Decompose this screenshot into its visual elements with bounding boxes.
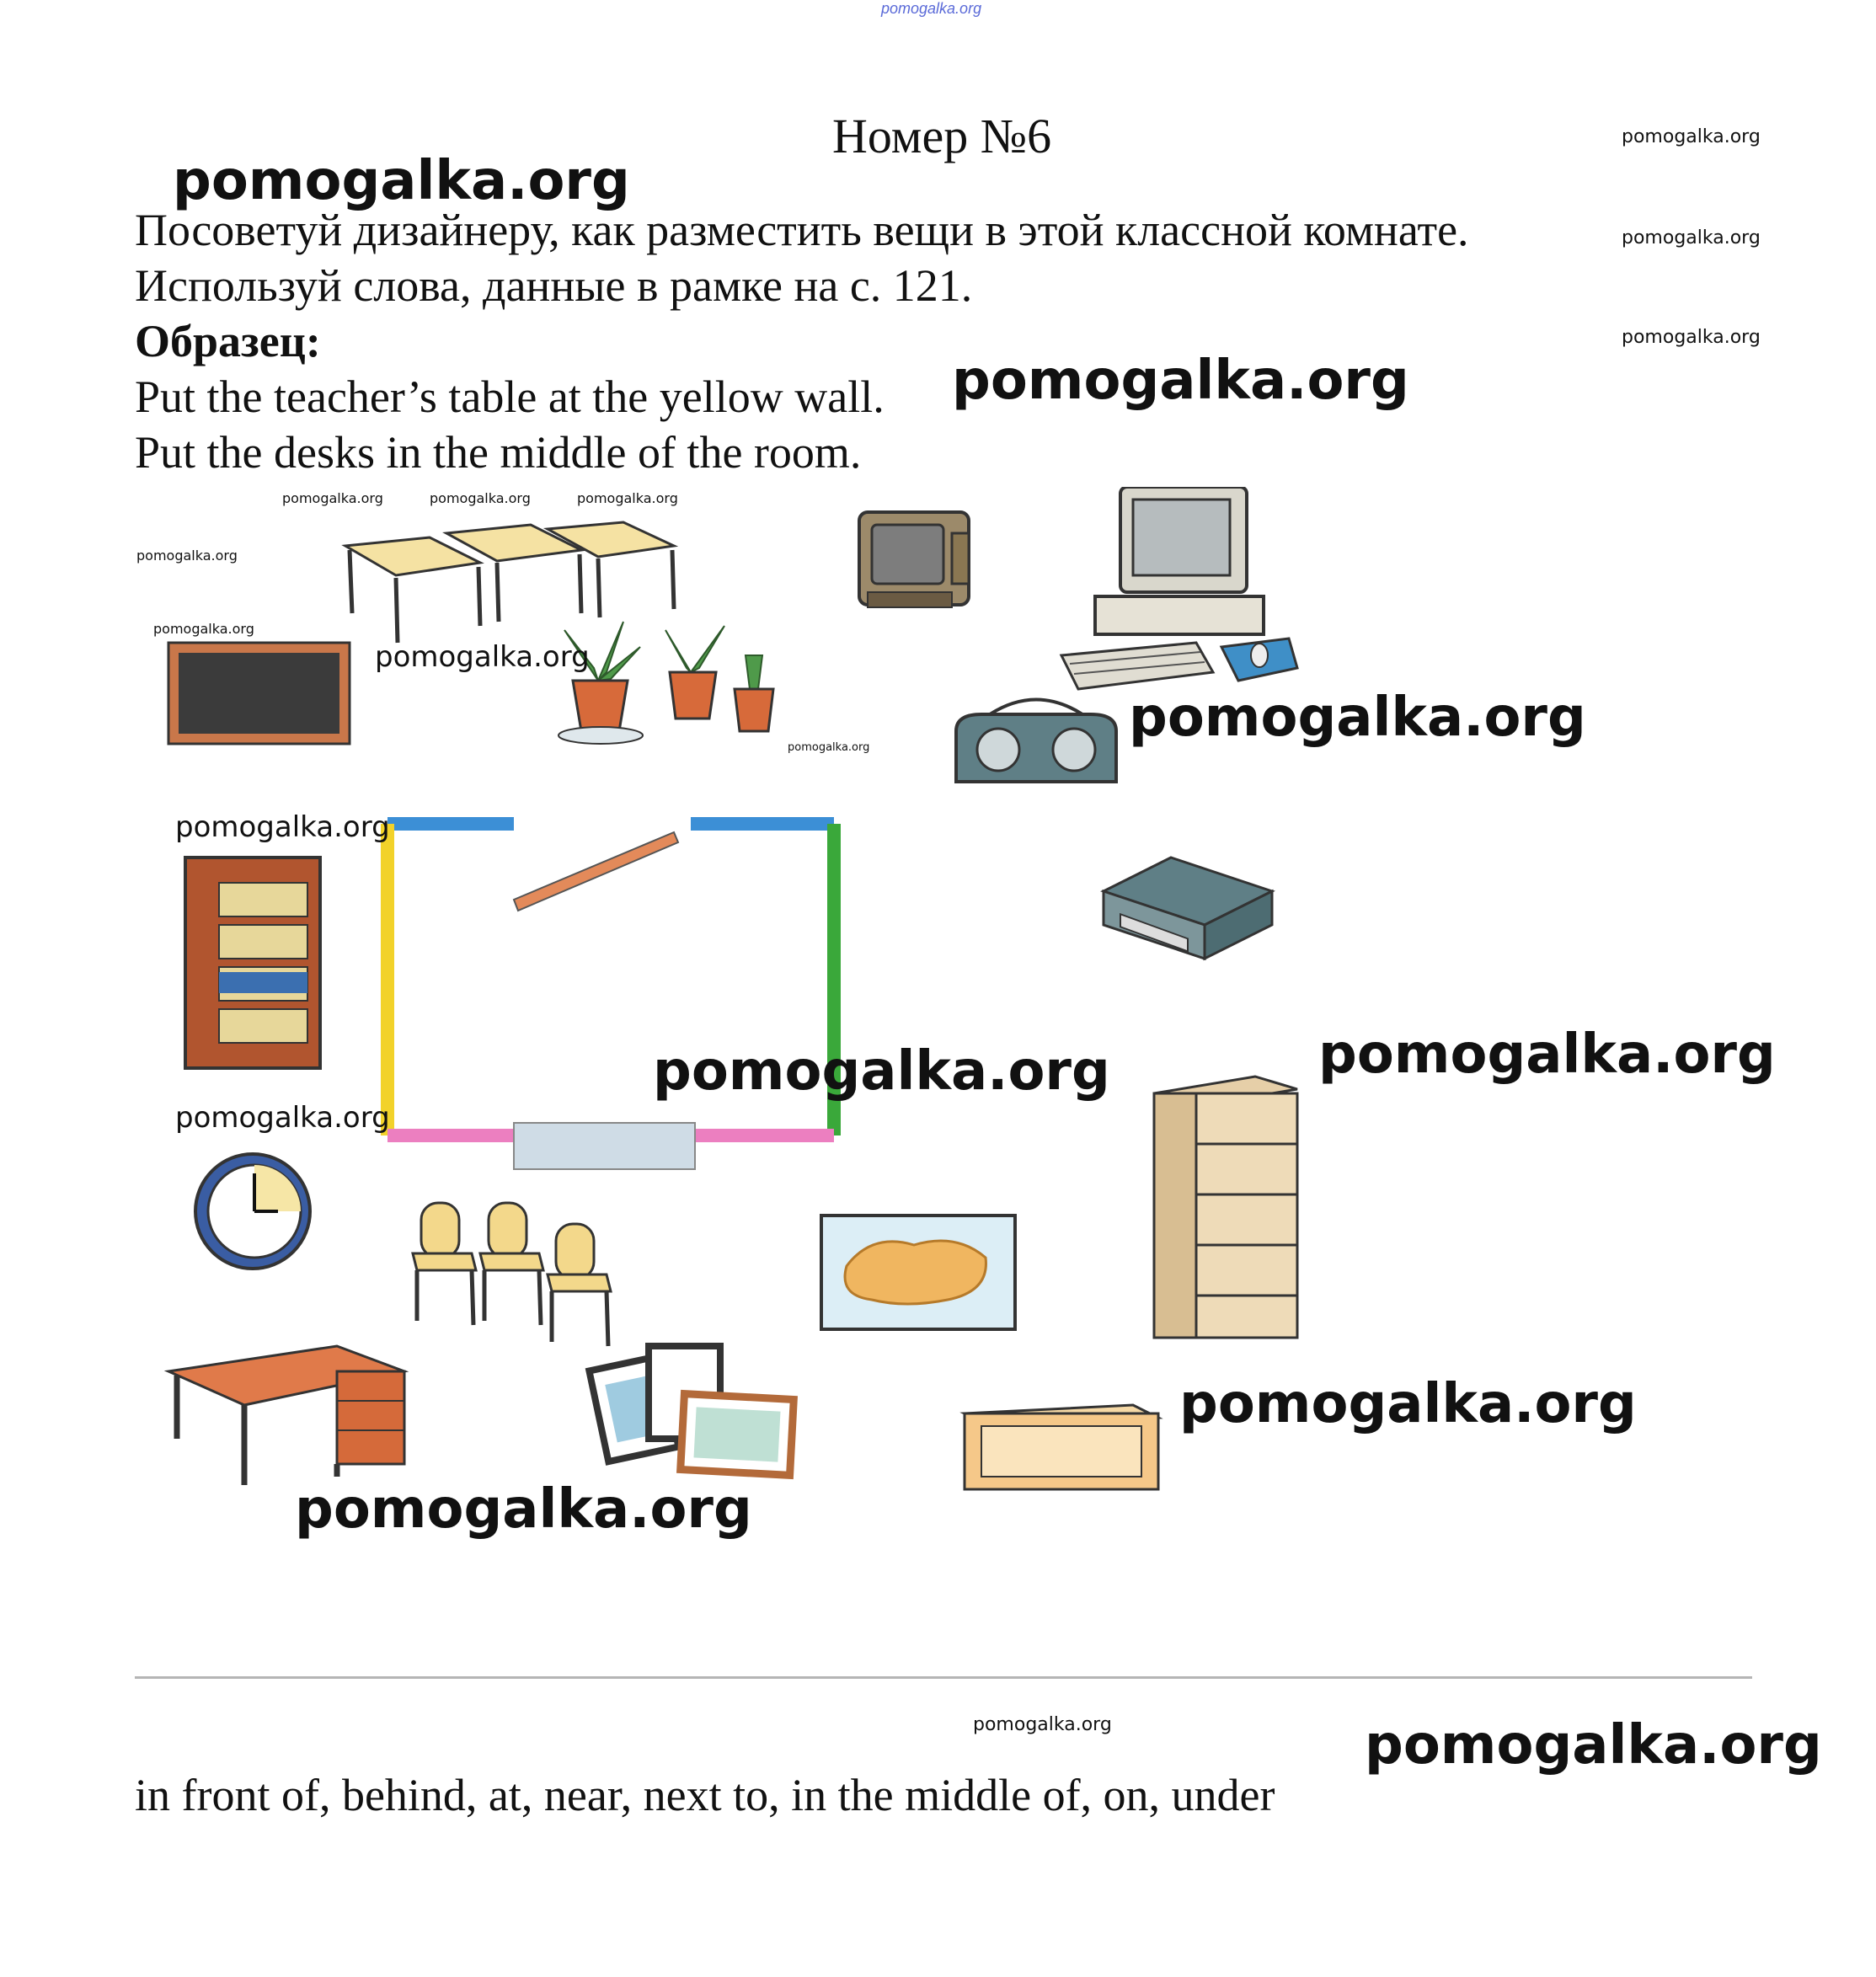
video-player-icon [1104,858,1272,959]
watermark: pomogalka.org [1622,126,1761,147]
example-sentence-2: Put the desks in the middle of the room. [135,427,862,478]
watermark: pomogalka.org [973,1714,1112,1735]
wall-shelf-icon [965,1405,1158,1489]
watermark: pomogalka.org [430,490,531,506]
watermark: pomogalka.org [175,810,390,844]
desks-icon [345,522,674,643]
teacher-table-icon [168,1346,404,1485]
classroom-illustration [135,487,1567,1523]
watermark: pomogalka.org [153,621,254,637]
watermark: pomogalka.org [1622,327,1761,348]
page-title: Номер №6 [832,109,1052,163]
watermark: pomogalka.org [952,350,1409,412]
task-line-2: Используй слова, данные в рамке на с. 121. [135,260,973,311]
watermark: pomogalka.org [653,1040,1110,1103]
top-watermark: pomogalka.org [881,0,982,17]
watermark: pomogalka.org [1179,1373,1637,1435]
watermark: pomogalka.org [1622,227,1761,248]
plants-icon [559,622,773,744]
map-icon [821,1216,1015,1329]
clock-icon [195,1154,310,1269]
room-plan [387,824,834,1169]
watermark: pomogalka.org [577,490,678,506]
cassette-player-icon [956,700,1116,783]
chairs-icon [413,1203,611,1346]
divider [135,1676,1752,1679]
watermark: pomogalka.org [1129,687,1586,749]
watermark: pomogalka.org [375,640,590,674]
watermark: pomogalka.org [136,548,238,564]
pictures-icon [589,1346,794,1475]
watermark: pomogalka.org [173,150,630,212]
watermark: pomogalka.org [1318,1023,1776,1086]
watermark: pomogalka.org [1365,1714,1822,1777]
example-sentence-1: Put the teacher’s table at the yellow wall. [135,371,885,422]
watermark: pomogalka.org [295,1478,752,1541]
bookcase-icon [185,858,320,1068]
watermark: pomogalka.org [175,1101,390,1135]
word-list: in front of, behind, at, near, next to, in the middle of, on, under [135,1770,1275,1820]
tv-icon [859,512,969,607]
empty-shelves-icon [1154,1077,1297,1338]
sample-label: Образец: [135,316,321,366]
watermark: pomogalka.org [788,741,870,754]
watermark: pomogalka.org [282,490,383,506]
blackboard-icon [168,643,350,744]
task-line-1: Посоветуй дизайнеру, как разместить вещи в этой классной комнате. [135,205,1469,255]
computer-icon [1061,487,1297,689]
